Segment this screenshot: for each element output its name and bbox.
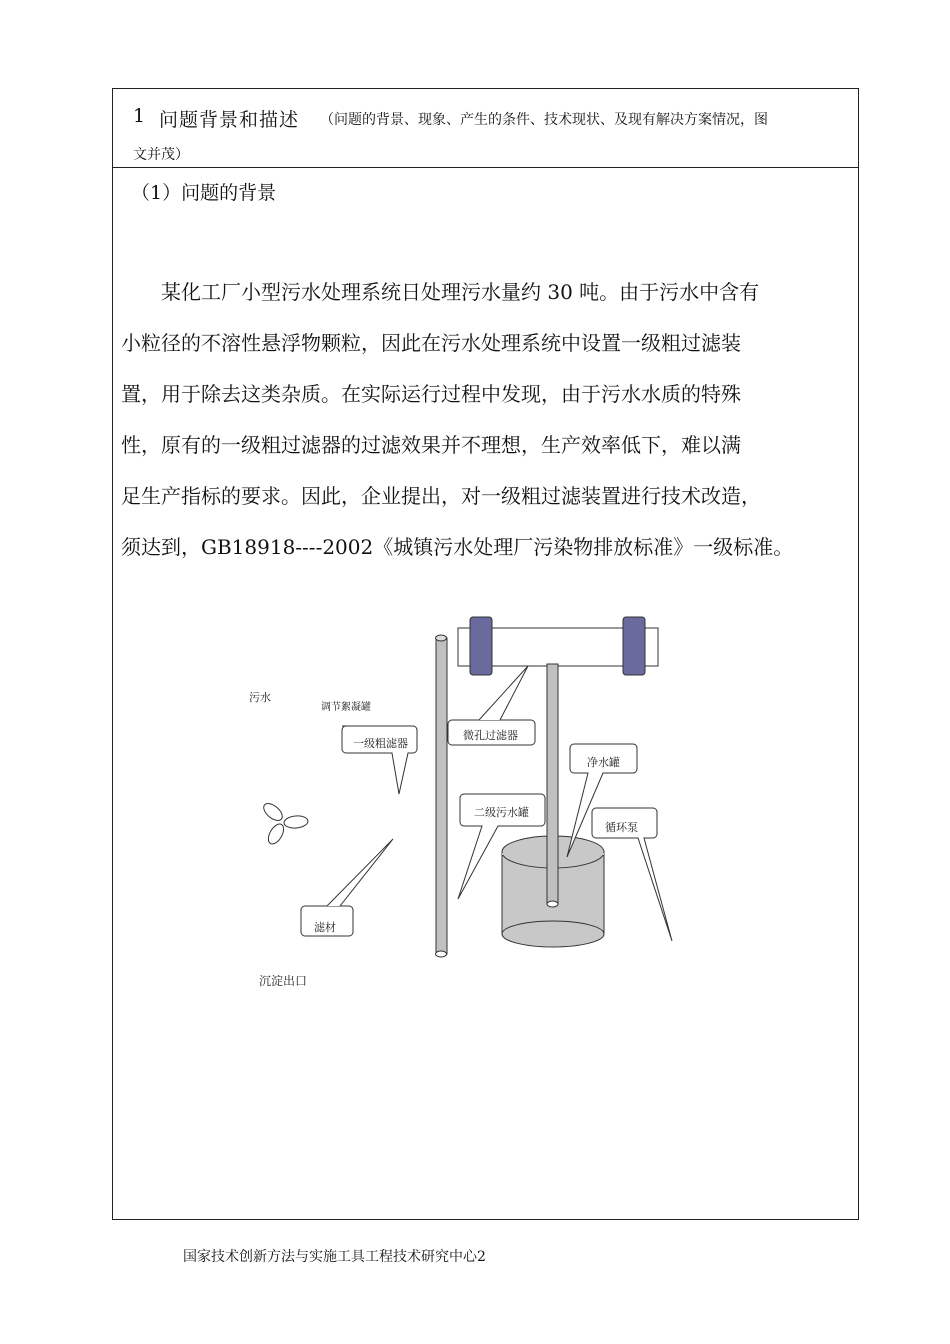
paragraph-line: 足生产指标的要求。因此，企业提出，对一级粗过滤装置进行技术改造， [121,484,761,508]
mixer-propeller-icon [261,800,309,846]
label-sewage: 污水 [249,691,271,704]
label-pump: 循环泵 [605,821,638,834]
section-note: （问题的背景、现象、产生的条件、技术现状、及现有解决方案情况，图 [320,112,768,128]
label-micro-filter: 微孔过滤器 [463,729,518,742]
clean-tank-base [502,921,604,947]
vertical-pipe [436,638,447,954]
inner-pipe [547,664,558,904]
left-clamp [470,617,492,675]
media-pointer [327,839,393,906]
label-clean-tank: 净水罐 [587,756,620,769]
paragraph-line: 置，用于除去这类杂质。在实际运行过程中发现，由于污水水质的特殊 [121,382,741,406]
label-secondary-tank: 二级污水罐 [474,806,529,819]
section-note-continued: 文并茂） [133,147,189,163]
label-tank: 调节絮凝罐 [321,702,371,713]
pipe-top [436,635,447,641]
pipe-bottom [436,951,447,957]
section-title: 问题背景和描述 [159,109,300,131]
inner-pipe-end [547,901,558,907]
label-media: 滤材 [314,921,336,934]
paragraph-line: 性，原有的一级粗过滤器的过滤效果并不理想，生产效率低下，难以满 [121,433,741,457]
label-primary-filter: 一级粗滤器 [353,737,408,750]
subsection-title: （1）问题的背景 [131,182,277,204]
label-outlet: 沉淀出口 [259,974,308,988]
page-footer: 国家技术创新方法与实施工具工程技术研究中心2 [183,1249,486,1265]
section-number: 1 [133,105,146,127]
paragraph-line: 须达到，GB18918----2002《城镇污水处理厂污染物排放标准》一级标准。 [121,535,794,559]
right-clamp [623,617,645,675]
paragraph-line: 小粒径的不溶性悬浮物颗粒，因此在污水处理系统中设置一级粗过滤装 [121,331,741,355]
paragraph-line: 某化工厂小型污水处理系统日处理污水量约 30 吨。由于污水中含有 [161,280,760,304]
